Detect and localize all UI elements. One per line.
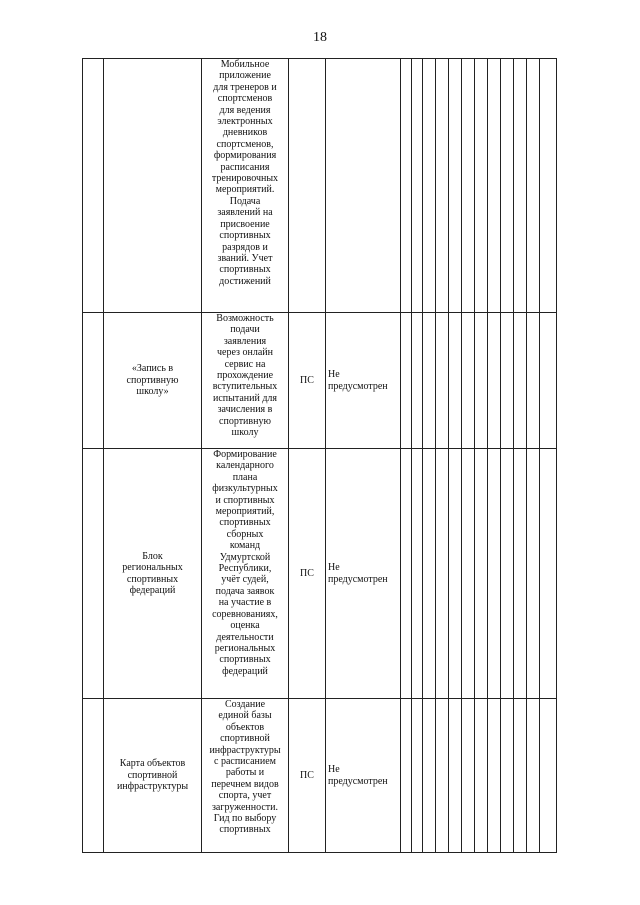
empty-cell bbox=[501, 449, 514, 699]
empty-cell bbox=[501, 699, 514, 853]
empty-cell bbox=[449, 699, 462, 853]
table-row bbox=[83, 59, 557, 313]
row-number-cell bbox=[83, 699, 104, 853]
empty-cell bbox=[401, 699, 412, 853]
empty-cell bbox=[436, 313, 449, 449]
empty-cell bbox=[436, 59, 449, 313]
empty-cell bbox=[501, 59, 514, 313]
table-row bbox=[83, 699, 557, 853]
description-cell: Создание единой базы объектов спортивной инфраструктуры с расписанием работы и перечнем видов спорта, учет загруженности. Гид по выбору спортивных bbox=[202, 699, 289, 853]
empty-cell bbox=[423, 449, 436, 699]
empty-cell bbox=[401, 313, 412, 449]
row-number-cell bbox=[83, 313, 104, 449]
empty-cell bbox=[436, 699, 449, 853]
empty-cell bbox=[527, 59, 540, 313]
row-number-cell bbox=[83, 59, 104, 313]
page-number: 18 bbox=[313, 30, 327, 45]
empty-cell bbox=[475, 59, 488, 313]
empty-cell bbox=[514, 59, 527, 313]
empty-cell bbox=[488, 449, 501, 699]
service-name-cell: «Запись в спортивную школу» bbox=[104, 313, 202, 449]
empty-cell bbox=[475, 313, 488, 449]
empty-cell bbox=[449, 313, 462, 449]
empty-cell bbox=[540, 59, 557, 313]
code-cell: ПС bbox=[289, 699, 326, 853]
code-cell: ПС bbox=[289, 313, 326, 449]
status-cell: Не предусмотрен bbox=[326, 699, 401, 853]
description-cell: Мобильное приложение для тренеров и спортсменов для ведения электронных дневников спортсменов, формирования расписания тренировочных мероприятий. Подача заявлений на присвоение спортивных разрядов и званий. Учет спортивных достижений bbox=[202, 59, 289, 313]
service-name-cell: Блок региональных спортивных федераций bbox=[104, 449, 202, 699]
empty-cell bbox=[462, 449, 475, 699]
empty-cell bbox=[488, 59, 501, 313]
empty-cell bbox=[462, 59, 475, 313]
table-row bbox=[83, 313, 557, 449]
empty-cell bbox=[401, 449, 412, 699]
row-number-cell bbox=[83, 449, 104, 699]
description-cell: Формирование календарного плана физкультурных и спортивных мероприятий, спортивных сборных команд Удмуртской Республики, учёт судей, подача заявок на участие в соревнованиях, оценка деятельности региональных спортивных федераций bbox=[202, 449, 289, 699]
empty-cell bbox=[449, 449, 462, 699]
empty-cell bbox=[488, 699, 501, 853]
empty-cell bbox=[540, 313, 557, 449]
status-cell: Не предусмотрен bbox=[326, 449, 401, 699]
description-cell: Возможность подачи заявления через онлайн сервис на прохождение вступительных испытаний для зачисления в спортивную школу bbox=[202, 313, 289, 449]
empty-cell bbox=[475, 699, 488, 853]
empty-cell bbox=[412, 59, 423, 313]
status-cell bbox=[326, 59, 401, 313]
code-cell bbox=[289, 59, 326, 313]
empty-cell bbox=[449, 59, 462, 313]
code-cell: ПС bbox=[289, 449, 326, 699]
empty-cell bbox=[436, 449, 449, 699]
empty-cell bbox=[540, 699, 557, 853]
service-name-cell bbox=[104, 59, 202, 313]
empty-cell bbox=[540, 449, 557, 699]
empty-cell bbox=[423, 313, 436, 449]
document-table bbox=[82, 58, 557, 853]
empty-cell bbox=[527, 449, 540, 699]
empty-cell bbox=[412, 699, 423, 853]
empty-cell bbox=[412, 449, 423, 699]
empty-cell bbox=[462, 313, 475, 449]
table-row bbox=[83, 449, 557, 699]
empty-cell bbox=[401, 59, 412, 313]
empty-cell bbox=[514, 699, 527, 853]
empty-cell bbox=[514, 449, 527, 699]
status-cell: Не предусмотрен bbox=[326, 313, 401, 449]
empty-cell bbox=[527, 699, 540, 853]
service-name-cell: Карта объектов спортивной инфраструктуры bbox=[104, 699, 202, 853]
empty-cell bbox=[475, 449, 488, 699]
empty-cell bbox=[412, 313, 423, 449]
empty-cell bbox=[501, 313, 514, 449]
empty-cell bbox=[514, 313, 527, 449]
empty-cell bbox=[423, 699, 436, 853]
empty-cell bbox=[488, 313, 501, 449]
empty-cell bbox=[462, 699, 475, 853]
empty-cell bbox=[423, 59, 436, 313]
empty-cell bbox=[527, 313, 540, 449]
